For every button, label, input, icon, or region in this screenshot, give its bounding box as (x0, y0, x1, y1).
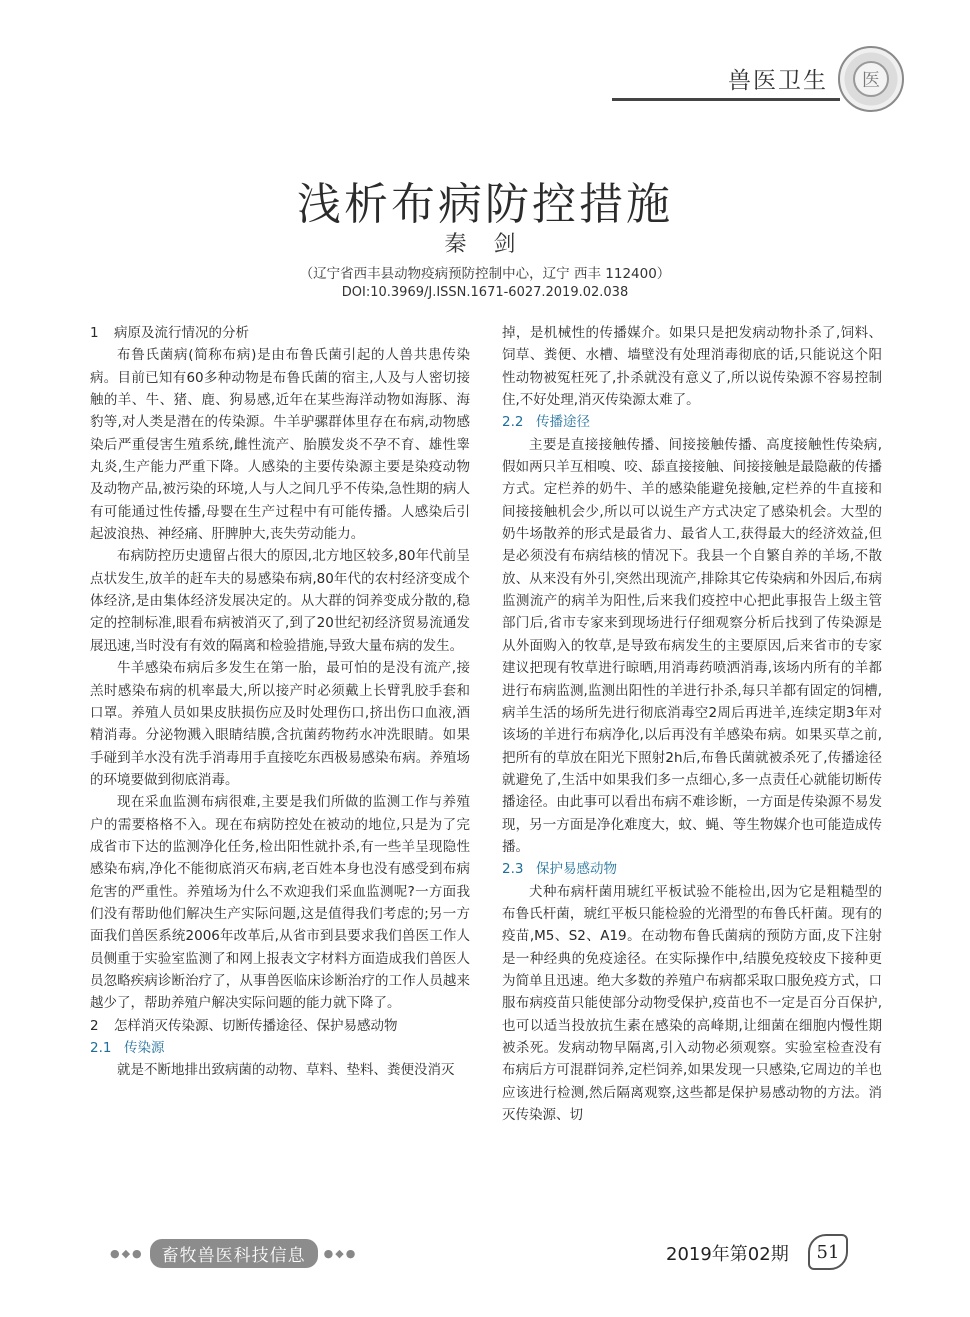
seal-center: 医 (853, 61, 889, 97)
heading-number: 1 (90, 325, 99, 341)
paragraph: 就是不断地排出致病菌的动物、草料、垫料、粪便没消灭 (117, 1062, 455, 1079)
subheading-number: 2.1 (90, 1040, 112, 1056)
author-affiliation: （辽宁省西丰县动物疫病预防控制中心，辽宁 西丰 112400） (299, 266, 671, 282)
heading-text: 怎样消灭传染源、切断传播途径、保护易感动物 (114, 1017, 398, 1034)
right-column (502, 322, 882, 1126)
subheading-2-1 (90, 1037, 470, 1059)
heading-text: 病原及流行情况的分析 (114, 325, 249, 341)
article-doi: DOI:10.3969/J.ISSN.1671-6027.2019.02.038 (341, 285, 629, 300)
header-rule (612, 98, 840, 101)
paragraph: 布病防控历史遗留占很大的原因,北方地区较多,80年代前呈点状发生,放羊的赶车夫的易感染布病,80年代的农村经济变成个体经济,是由集体经济发展决定的。从大群的饲养变成分散的,稳定的控制标准,眼看布病被消灭了,到了20世纪初经济贸易流通发展迅速,当时没有有效的隔离和检验措施,导致大量布病的发生。 (90, 548, 470, 654)
subheading-2-2 (502, 411, 882, 433)
heading-number: 2 (90, 1017, 99, 1034)
subheading-text: 保护易感动物 (536, 861, 617, 878)
paragraph: 现在采血监测布病很难,主要是我们所做的监测工作与养殖户的需要格格不入。现在布病防控处在被动的地位,只是为了完成省市下达的监测净化任务,检出阳性就扑杀,有一些羊呈现隐性感染布病,净化不能彻底消灭布病,老百姓本身也没有感受到布病危害的严重性。养殖场为什么不欢迎我们采血监测呢?一方面我们没有帮助他们解决生产实际问题,这是值得我们考虑的;另一方面我们兽医系统2006年改革后,从省市到县要求我们兽医工作人员侧重于实验室监测了和网上报表文字材料方面造成我们兽医人员忽略疾病诊断治疗了，从事兽医临床诊断治疗的工作人员越来越少了，帮助养殖户解决实际问题的能力就下降了。 (90, 794, 470, 1012)
decorative-dots-icon: ●◆● (323, 1246, 358, 1260)
subheading-number: 2.2 (502, 414, 524, 431)
article-title: 浅析布病防控措施 (297, 179, 673, 230)
journal-seal-icon (838, 46, 904, 112)
left-column (90, 322, 470, 1082)
paragraph: 牛羊感染布病后多发生在第一胎，最可怕的是没有流产,接羔时感染布病的机率最大,所以接产时必须戴上长臂乳胶手套和口罩。养殖人员如果皮肤损伤应及时处理伤口,挤出伤口血液,酒精消毒。分泌物溅入眼睛结膜,含抗菌药物药水冲洗眼睛。如果手碰到羊水没有洗手消毒用手直接吃东西极易感染布病。养殖场的环境要做到彻底消毒。 (90, 660, 470, 788)
subheading-2-3 (502, 858, 882, 880)
paragraph: 掉，是机械性的传播媒介。如果只是把发病动物扑杀了,饲料、饲草、粪便、水槽、墙壁没有处理消毒彻底的话,只能说这个阳性动物被冤枉死了,扑杀就没有意义了,所以说传染源不容易控制住,不好处理,消灭传染源太难了。 (502, 325, 882, 409)
decorative-dots-icon: ●◆● (110, 1246, 144, 1260)
heading-1 (90, 322, 470, 344)
paragraph: 犬种布病杆菌用琥红平板试验不能检出,因为它是粗糙型的布鲁氏杆菌，琥红平板只能检验的光滑型的布鲁氏杆菌。现有的疫苗,M5、S2、A19。在动物布鲁氏菌病的预防方面,皮下注射是一种经典的免疫途径。在实际操作中,结膜免疫较皮下接种更为简单且迅速。绝大多数的养殖户布病都采取口服免疫方式，口服布病疫苗只能使部分动物受保护,疫苗也不一定是百分百保护,也可以适当投放抗生素在感染的高峰期,让细菌在细胞内慢性期被杀死。发病动物早隔离,引入动物必须观察。实验室检查没有布病后方可混群饲养,定栏饲养,如果发现一只感染,它周边的羊也应该进行检测,然后隔离观察,这些都是保护易感动物的方法。消灭传染源、切 (502, 883, 882, 1124)
heading-2 (90, 1015, 470, 1037)
journal-name: 畜牧兽医科技信息 (150, 1239, 318, 1268)
section-tag: 兽医卫生 (728, 68, 828, 94)
footer-journal (110, 1240, 357, 1266)
subheading-number: 2.3 (502, 861, 524, 878)
article-author: 秦 剑 (444, 232, 526, 257)
subheading-text: 传播途径 (536, 414, 590, 431)
issue-label: 2019年第02期 (666, 1244, 789, 1265)
page-number: 51 (808, 1234, 848, 1270)
subheading-text: 传染源 (124, 1040, 165, 1056)
paragraph: 布鲁氏菌病(简称布病)是由布鲁氏菌引起的人兽共患传染病。目前已知有60多种动物是布鲁氏菌的宿主,人及与人密切接触的羊、牛、猪、鹿、狗易感,近年在某些海洋动物如海豚、海豹等,对人类是潜在的传染源。牛羊驴骡群体里存在布病,动物感染后严重侵害生殖系统,雌性流产、胎膜发炎不孕不育、雄性睾丸炎,生产能力严重下降。人感染的主要传染源主要是染疫动物及动物产品,被污染的环境,人与人之间几乎不传染,急性期的病人有可能通过性传播,母婴在生产过程中有可能传播。人感染后引起波浪热、神经痛、肝脾肿大,丧失劳动能力。 (90, 347, 470, 543)
paragraph: 主要是直接接触传播、间接接触传播、高度接触性传染病,假如两只羊互相嗅、咬、舔直接接触、间接接触是最隐蔽的传播方式。定栏养的奶牛、羊的感染能避免接触,定栏养的牛直接和间接接触机会少,所以可以说生产方式决定了感染机会。大型的奶牛场散养的形式是最省力、最省人工,获得最大的经济效益,但是必须没有布病结核的情况下。我县一个自繁自养的羊场,不散放、从来没有外引,突然出现流产,排除其它传染病和外因后,布病监测流产的病羊为阳性,后来我们疫控中心把此事报告上级主管部门后,省市专家来到现场进行仔细观察分析后找到了传染源是从外面购入的牧草,是导致布病发生的主要原因,后来省市的专家建议把现有牧草进行晾晒,用消毒药喷洒消毒,该场内所有的羊都进行布病监测,监测出阳性的羊进行扑杀,每只羊都有固定的饲槽,病羊生活的场所先进行彻底消毒空2周后再进羊,连续定期3年对该场的羊进行布病净化,以后再没有羊感染布病。如果买草之前,把所有的草放在阳光下照射2h后,布鲁氏菌就被杀死了,传播途径就避免了,生活中如果我们多一点细心,多一点责任心就能切断传播途径。由此事可以看出布病不难诊断，一方面是传染源不易发现，另一方面是净化难度大，蚊、蝇、等生物媒介也可能造成传播。 (502, 436, 882, 855)
